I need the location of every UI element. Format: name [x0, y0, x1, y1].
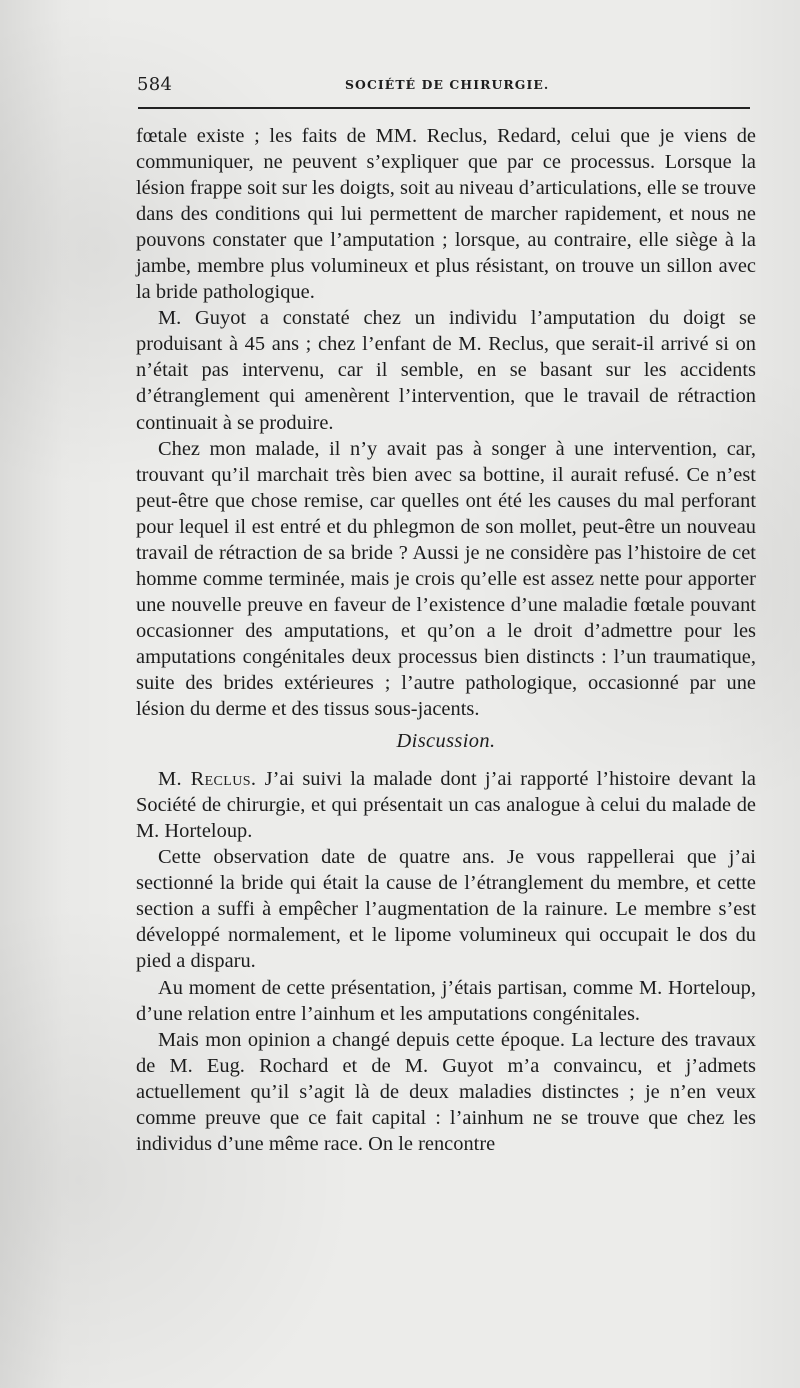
- paragraph-5: Cette observation date de quatre ans. Je vous rappellerai que j’ai sectionné la bride qui était la cause de l’étranglement du membre, et cette section a suffi à empêcher l’augmentation de la rainure. Le membre s’est développé normalement, et le lipome volumineux qui occupait le dos du pied a disparu.: [136, 846, 756, 973]
- paragraph-3: Chez mon malade, il n’y avait pas à songer à une intervention, car, trouvant qu’il marchait très bien avec sa bottine, il aurait refusé. Ce n’est peut-être que chose remise, car quelles ont été les causes du mal perforant pour lequel il est entré et du phlegmon de son mollet, peut-être un nouveau travail de rétraction de sa bride ? Aussi je ne considère pas l’histoire de cet homme comme terminée, mais je crois qu’elle est assez nette pour apporter une nouvelle preuve en faveur de l’existence d’une maladie fœtale pouvant occasionner des amputations, et qu’on a le droit d’admettre pour les amputations congénitales deux processus bien distincts : l’un traumatique, suite des brides extérieures ; l’autre pathologique, occasionné par une lésion du derme et des tissus sous-jacents.: [136, 437, 756, 721]
- paragraph-1: fœtale existe ; les faits de MM. Reclus, Redard, celui que je viens de communiquer, ne peuvent s’expliquer que par ce processus. Lorsque la lésion frappe soit sur les doigts, soit au niveau d’articulations, elle se trouve dans des conditions qui lui permettent de marcher rapidement, et nous ne pouvons constater que l’amputation ; lorsque, au contraire, elle siège à la jambe, membre plus volumineux et plus résistant, on trouve un sillon avec la bride pathologique.: [136, 125, 756, 304]
- paragraph-4: [136, 766, 756, 844]
- page-header: [137, 74, 753, 104]
- speaker-name: M. Reclus.: [158, 768, 257, 791]
- paragraph-4-text: J’ai suivi la malade dont j’ai rapporté l’histoire devant la Société de chirurgie, et qui présentait un cas analogue à celui du malade de M. Horteloup.: [136, 768, 756, 843]
- paragraph-7: Mais mon opinion a changé depuis cette époque. La lecture des travaux de M. Eug. Rochard et de M. Guyot m’a convaincu, et j’admets actuellement qu’il s’agit là de deux maladies distinctes ; je n’en veux comme preuve que ce fait capital : l’ainhum ne se trouve que chez les individus d’une même race. On le rencontre: [136, 1028, 756, 1155]
- section-heading-discussion: Discussion.: [396, 730, 496, 753]
- paragraph-6: Au moment de cette présentation, j’étais partisan, comme M. Horteloup, d’une relation entre l’ainhum et les amputations congénitales.: [136, 976, 756, 1025]
- running-head: SOCIÉTÉ DE CHIRURGIE.: [345, 77, 550, 92]
- paragraph-2: M. Guyot a constaté chez un individu l’amputation du doigt se produisant à 45 ans ; chez l’enfant de M. Reclus, que serait-il arrivé si on n’était pas intervenu, car il semble, en se basant sur les accidents d’étranglement qui amenèrent l’intervention, que le travail de rétraction continuait à se produire.: [136, 307, 756, 434]
- page-number: 584: [137, 74, 173, 95]
- page-text: [136, 123, 756, 1157]
- header-rule: [138, 107, 750, 109]
